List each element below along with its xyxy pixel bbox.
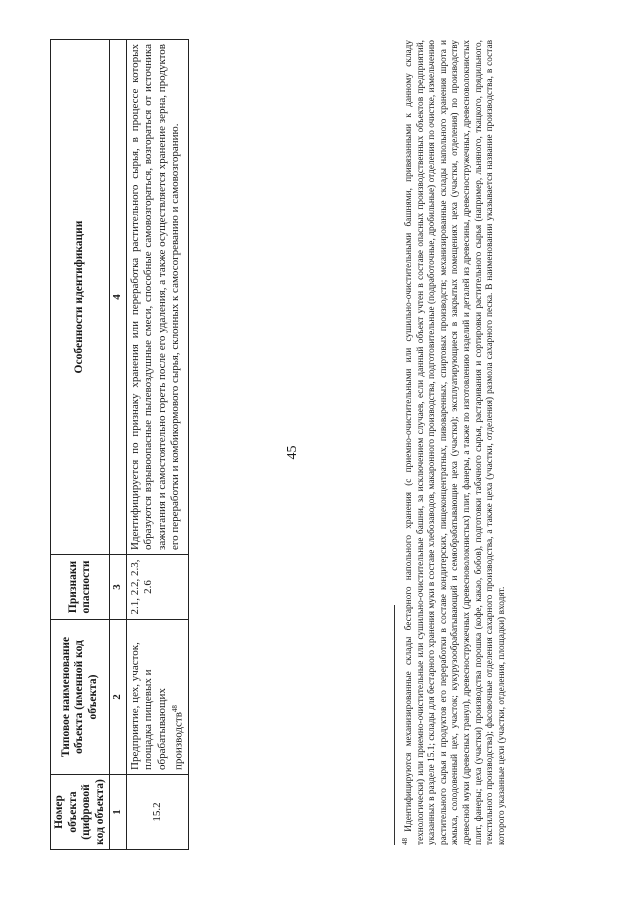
header-object-number: Номер объекта (цифровой код объекта) <box>51 775 110 850</box>
table-row <box>126 40 189 850</box>
identification-features: Идентифицируется по признаку хранения или переработка растительного сырья, в процессе которых образуются взрывоопасные пылевоздушные смеси, способные самовозгораться, возгораться от источника зажигания и самостоятельно гореть после его удаления, а также осуществляется хранение зерна, продуктов его переработки и комбикормового сырья, склонных к самосогреванию и самовозгоранию. <box>126 40 189 555</box>
header-identification-features: Особенности идентификации <box>51 40 110 555</box>
footnote-ref: 48 <box>171 705 179 713</box>
col-number-1: 1 <box>110 775 127 850</box>
hazard-signs: 2.1, 2.2, 2.3, 2.6 <box>126 555 189 620</box>
header-hazard-signs: Признаки опасности <box>51 555 110 620</box>
footnote <box>400 40 508 845</box>
col-number-2: 2 <box>110 620 127 775</box>
col-number-3: 3 <box>110 555 127 620</box>
object-name: Предприятие, цех, участок, площадка пищевых и обрабатывающих производств <box>128 642 185 770</box>
footnote-text: Идентифицируются механизированные склады бестарного напольного хранения (с приемно-очистительными или сушильно-очистительными башнями, привязанными к данному складу технологически) или приемно-очистительные или сушильно-очистительные башни, за исключением случаев, если данный объект учтен в составе опасных производственных объектов предприятий, указанных в разделе 15.1; склады для бестарного хранения муки в составе хлебозаводов, макаронного производства, подготовительные (подработочные, дробильные) отделения по очистке, измельчению растительного сырья и продуктов его переработки в составе кондитерских, пищеконцентратных, пивоваренных, спиртовых производств; механизированные склады напольного хранения шрота и жмыха, солодовенный цех, участок; кукурузообрабатывающий и семяобрабатывающие цеха (участки); эксплуатирующиеся в закрытых помещениях цеха (участки, отделения) по производству древесной муки (древесных гранул), древесностружечных (древесноволокнистых) плит, фанеры, а также по изготовлению изделий и деталей из древесины, древесностружечных, древесноволокнистых плит, фанеры; цеха (участки) производства порошка (кофе, какао, бобов), подготовки табачного сырья, растаривания и сортировки растительного сырья (например, льняного, ткацкого, прядильного, текстильного производства); фасовочные отделения сахарного производства, а также цеха (участки, отделения) размола сахарного песка. В наименовании указывается название производства, в состав которого указанные цехи (участки, отделения, площадки) входят. <box>404 40 507 845</box>
footnote-mark: 48 <box>401 838 409 845</box>
page-number: 45 <box>285 445 300 460</box>
header-object-name: Типовое наименование объекта (именной код объекта) <box>51 620 110 775</box>
footnote-separator <box>394 605 395 845</box>
table-header-row <box>51 40 110 850</box>
col-number-4: 4 <box>110 40 127 555</box>
object-code: 15.2 <box>126 775 189 850</box>
hazard-objects-table <box>50 39 189 850</box>
object-name-cell <box>126 620 189 775</box>
table-column-numbers-row <box>110 40 127 850</box>
